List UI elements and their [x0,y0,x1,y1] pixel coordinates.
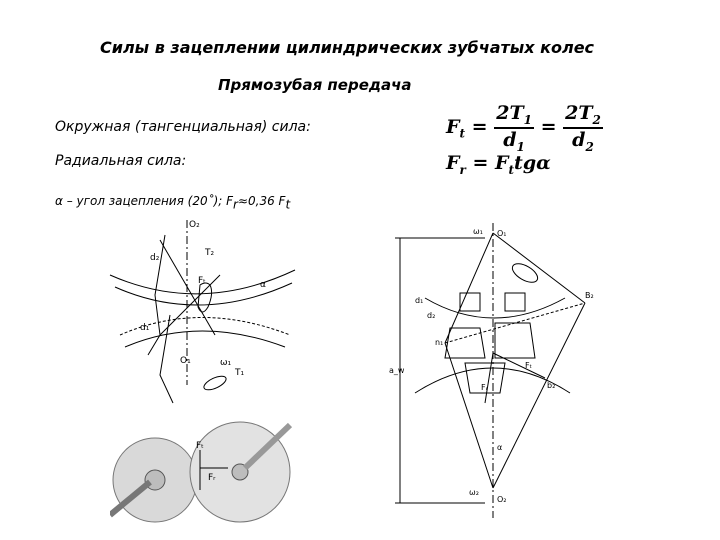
photo-label-ft: Fₜ [196,441,204,451]
radial-force-label: Радиальная сила: [55,153,187,169]
formula1-lhs: F [446,115,460,138]
frac1-den-sub: 1 [516,139,525,154]
diagram-label-o1: O₁ [180,356,191,366]
rdiag-label-omega2: ω₂ [469,488,479,497]
formula2-func: tgα [514,152,551,174]
rdiag-label-fr: Fᵣ [481,383,488,392]
formula2-rhs-sub: t [508,162,515,177]
formula2-lhs-sub: r [459,162,466,177]
note-sub2: t [285,197,291,212]
pressure-angle-note [55,194,290,211]
slide-title: Силы в зацеплении цилиндрических зубчатых колес [100,38,595,57]
rdiag-label-b2-lower: b₂ [547,381,556,390]
rdiag-label-d1: d₁ [415,296,424,305]
frac2-den: d [572,128,586,151]
formula2-lhs: F [446,152,460,174]
left-gear-diagram [100,215,300,410]
note-mid: ≈0,36 F [237,194,286,208]
right-gear-diagram [385,218,610,528]
radial-force-formula [446,152,551,177]
diagram-label-t2: T₂ [205,248,215,258]
formula2-rhs: F [495,152,509,174]
frac1-num-sub: 1 [523,112,532,127]
tangential-force-label: Окружная (тангенциальная) сила: [55,119,311,135]
rdiag-label-b2-upper: B₂ [585,291,594,300]
note-text: α – угол зацепления (20˚); F [55,194,234,208]
rdiag-label-ft: Fₜ [525,361,532,370]
frac1-num: 2T [496,102,524,124]
rdiag-label-n1: n₁ [435,338,444,347]
rdiag-label-aw: a_w [389,366,405,375]
diagram-label-ft: Fₜ [198,276,206,286]
equals-sign-3: = [472,152,489,174]
rdiag-label-alpha: α [497,443,503,452]
rdiag-label-d2: d₂ [427,311,436,320]
slide-subtitle: Прямозубая передача [218,76,412,94]
formula1-lhs-sub: t [459,126,466,141]
diagram-label-t1: T₁ [235,368,245,378]
diagram-label-d2: d₂ [150,253,160,263]
frac2-num: 2T [565,102,593,124]
diagram-label-o2: O₂ [189,220,200,230]
diagram-label-d1: d₁ [140,323,150,333]
note-sub1: r [233,197,238,212]
tangential-force-formula [446,102,603,154]
fraction-1 [494,102,534,154]
rdiag-label-omega1: ω₁ [473,227,483,236]
equals-sign: = [471,115,488,138]
frac1-den: d [503,128,517,151]
photo-label-fr: Fᵣ [208,473,216,483]
diagram-label-alpha: α [260,280,266,290]
rdiag-label-o2: O₂ [497,495,507,504]
diagram-label-omega1: ω₁ [220,358,232,368]
gear-photo [110,420,320,535]
frac2-den-sub: 2 [585,139,594,154]
fraction-2 [563,102,603,154]
equals-sign-2: = [540,115,557,138]
rdiag-label-o1: O₁ [497,229,507,238]
frac2-num-sub: 2 [592,112,601,127]
